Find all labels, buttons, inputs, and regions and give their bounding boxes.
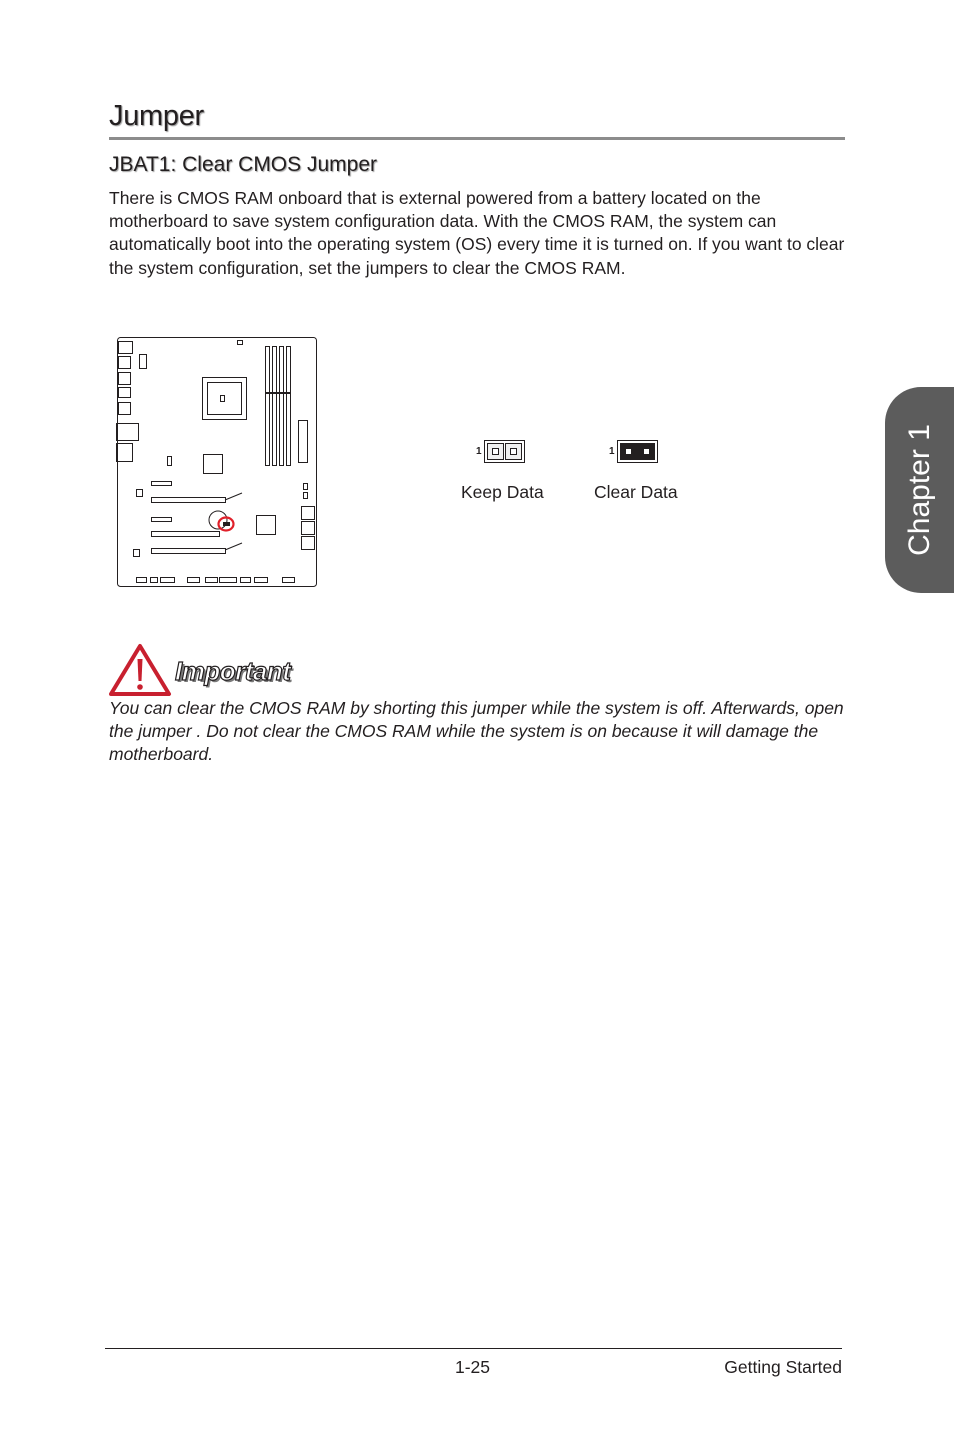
dimm-slot-2 — [273, 347, 277, 466]
bottom-header-1 — [137, 578, 147, 583]
bottom-header-8 — [255, 578, 268, 583]
small-pad-2 — [134, 550, 140, 557]
dimm-latch-marks — [265, 392, 291, 394]
pcie-slot-5 — [152, 549, 226, 554]
clear-data-pin1-marker: 1 — [609, 446, 615, 457]
pcie-latch-1 — [225, 493, 242, 500]
keep-data-pin1-marker: 1 — [476, 446, 482, 457]
clear-data-label: Clear Data — [594, 482, 678, 502]
pcie-slot-1 — [152, 482, 172, 486]
rear-io-3 — [119, 373, 131, 385]
footer-divider — [105, 1348, 842, 1349]
important-text: You can clear the CMOS RAM by shorting this jumper while the system is off. Afterwards, open the jumper . Do not clear the CMOS RAM while the system is on because it will damage the motherboard. — [109, 698, 844, 765]
chapter-tab — [885, 387, 954, 593]
rear-io-6 — [117, 424, 139, 441]
cpu-socket-mark — [221, 396, 225, 402]
chipset — [257, 516, 276, 535]
chip-left — [204, 455, 223, 474]
dimm-slot-3 — [280, 347, 284, 466]
small-pad-1 — [137, 490, 143, 497]
keep-data-label: Keep Data — [461, 482, 544, 502]
footer-section-name: Getting Started — [724, 1357, 842, 1377]
clear-data-jumper-pins — [617, 440, 659, 464]
sata-2 — [302, 522, 315, 535]
jbat1-location — [223, 522, 230, 526]
dimm-slot-1 — [266, 347, 270, 466]
page-number: 1-25 — [455, 1357, 491, 1377]
bottom-header-6 — [220, 578, 237, 583]
rear-io-7 — [117, 444, 133, 462]
atx-power-connector — [299, 421, 308, 463]
fan-header-1 — [168, 457, 172, 466]
section-divider — [109, 137, 845, 140]
important-heading: Important — [175, 656, 291, 686]
bottom-header-3 — [161, 578, 175, 583]
pcie-slot-4 — [152, 532, 220, 537]
pcie-slot-2 — [152, 498, 226, 503]
warning-icon — [108, 643, 172, 697]
motherboard-diagram — [112, 335, 322, 590]
dimm-slot-4 — [287, 347, 291, 466]
pcie-slot-3 — [152, 518, 172, 522]
cpu-power-connector — [140, 355, 147, 369]
bottom-header-2 — [151, 578, 158, 583]
keep-data-jumper-pins — [484, 440, 526, 464]
fan-header-2 — [304, 484, 308, 490]
sata-1 — [302, 507, 315, 520]
sata-3 — [302, 537, 315, 550]
chapter-tab-label: Chapter 1 — [902, 424, 936, 556]
bottom-header-9 — [283, 578, 295, 583]
section-title: Jumper — [109, 100, 204, 132]
fan-header-3 — [304, 493, 308, 499]
rear-io-1 — [119, 342, 133, 354]
top-header — [238, 341, 243, 345]
rear-io-5 — [119, 403, 131, 415]
subsection-body: There is CMOS RAM onboard that is external powered from a battery located on the motherboard to save system configuration data. With the CMOS RAM, the system can automatically boot into the operating system (OS) every time it is turned on. If you want to clear the system configuration, set the jumpers to clear the CMOS RAM. — [109, 188, 845, 278]
pcie-latch-2 — [225, 543, 242, 550]
rear-io-4 — [119, 388, 131, 398]
subsection-title: JBAT1: Clear CMOS Jumper — [109, 153, 378, 176]
bottom-header-7 — [241, 578, 251, 583]
bottom-header-5 — [206, 578, 218, 583]
bottom-header-4 — [188, 578, 200, 583]
rear-io-2 — [119, 357, 131, 369]
